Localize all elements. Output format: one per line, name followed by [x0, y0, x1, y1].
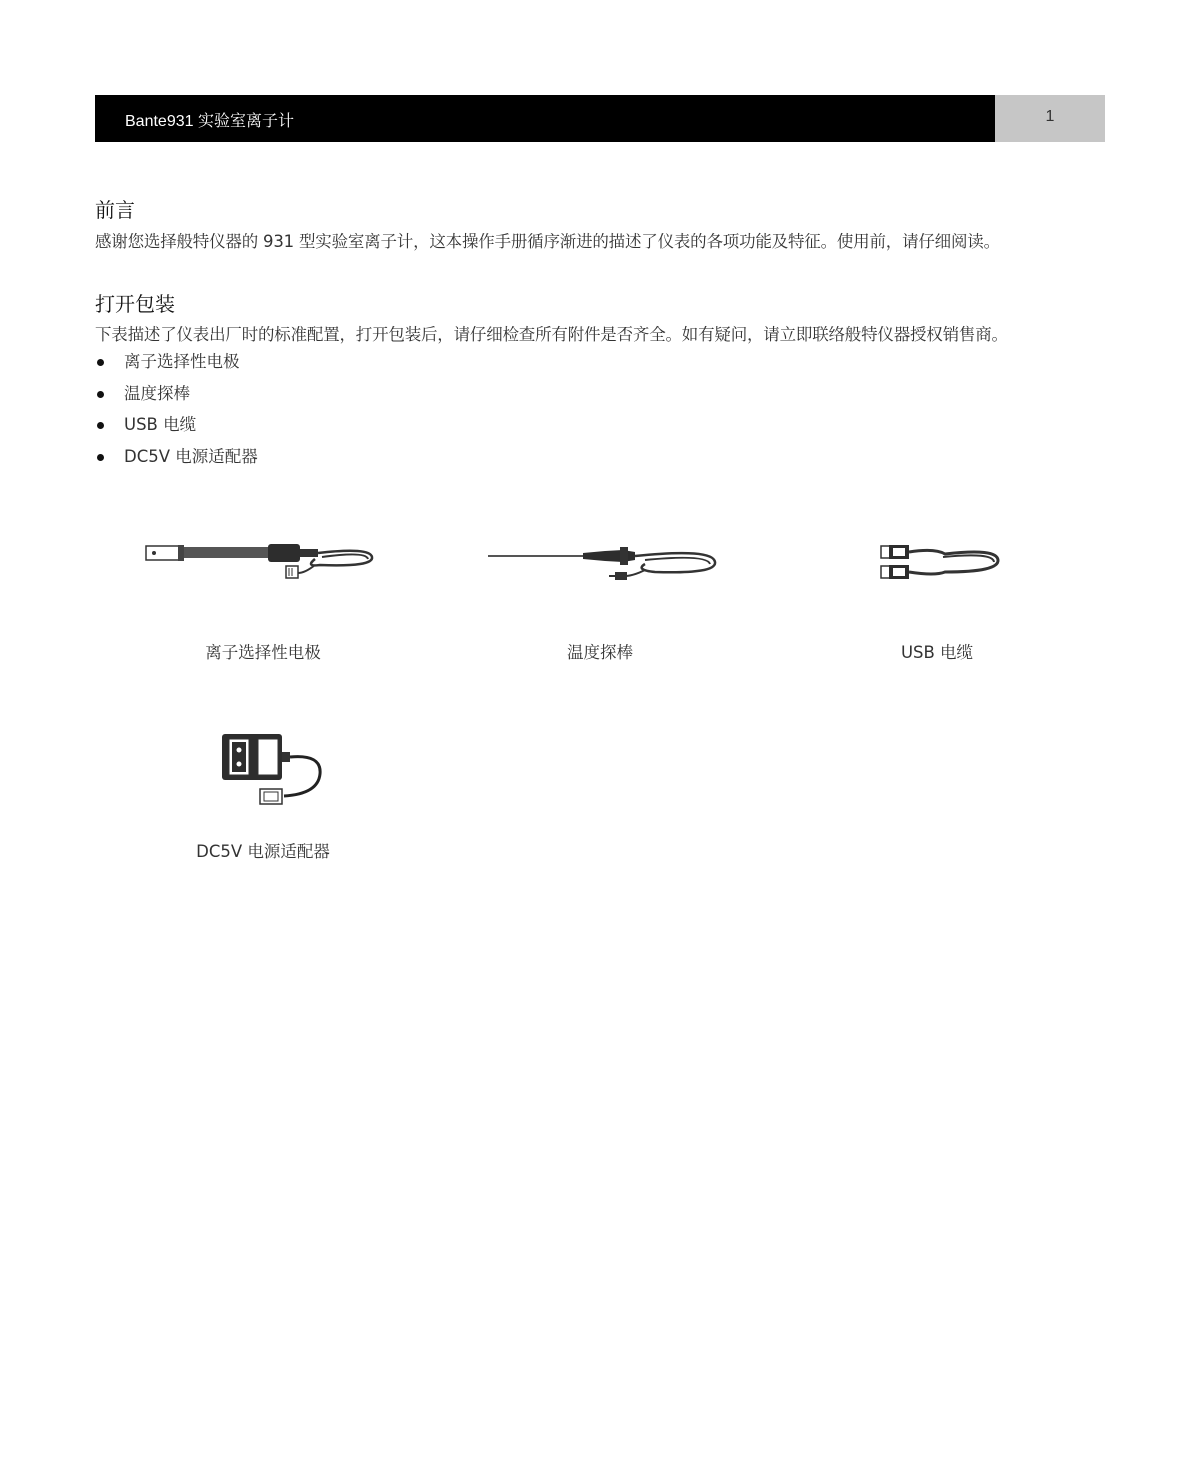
temp-probe-caption: 温度探棒: [567, 643, 633, 662]
temp-probe-illustration: [485, 540, 720, 590]
page-number: 1: [1045, 108, 1055, 125]
page-number-box: [995, 95, 1105, 142]
power-adapter-caption: DC5V 电源适配器: [196, 842, 330, 861]
list-item: DC5V 电源适配器: [95, 445, 258, 477]
unpacking-text: 下表描述了仪表出厂时的标准配置，打开包装后，请仔细检查所有附件是否齐全。如有疑问，请立即联络般特仪器授权销售商。: [95, 325, 1008, 344]
header-title-bar: [95, 95, 995, 142]
document-title: Bante931 实验室离子计: [125, 113, 294, 130]
list-item: 离子选择性电极: [95, 350, 258, 382]
electrode-illustration: [140, 535, 380, 590]
usb-cable-caption: USB 电缆: [900, 643, 974, 662]
list-item: USB 电缆: [95, 413, 258, 445]
unpacking-heading: 打开包装: [95, 292, 175, 316]
electrode-caption: 离子选择性电极: [205, 643, 321, 662]
power-adapter-illustration: [218, 730, 328, 808]
page-header: [95, 95, 1105, 142]
bullet-icon: [97, 454, 104, 461]
bullet-icon: [97, 422, 104, 429]
list-item: 温度探棒: [95, 382, 258, 414]
usb-cable-illustration: [875, 542, 1005, 582]
preface-text: 感谢您选择般特仪器的 931 型实验室离子计，这本操作手册循序渐进的描述了仪表的各项功能及特征。使用前，请仔细阅读。: [95, 232, 1000, 251]
bullet-icon: [97, 359, 104, 366]
preface-heading: 前言: [95, 198, 135, 222]
accessory-list: [95, 350, 258, 476]
bullet-icon: [97, 391, 104, 398]
